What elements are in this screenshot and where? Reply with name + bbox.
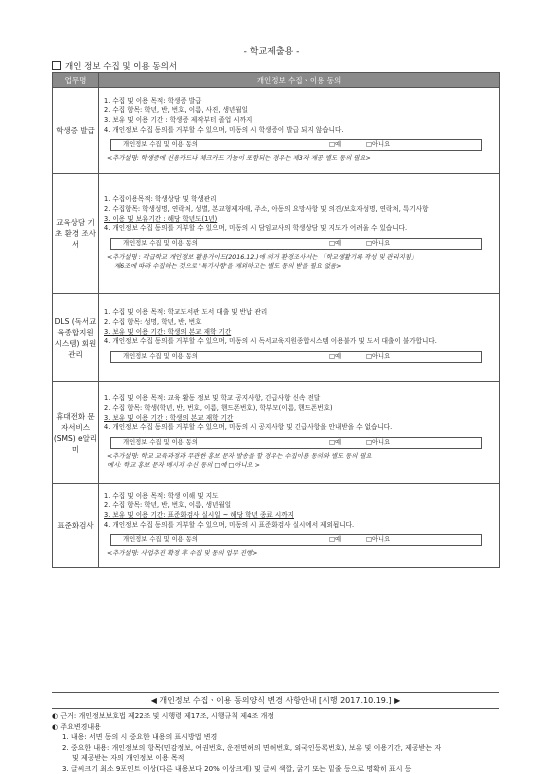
consent-box [110, 437, 482, 449]
footer-change-item: 2. 중요한 내용: 개인정보의 항목(민감정보, 여권번호, 운전면허의 면허번호, 외국인등록번호), 보유 및 이용기간, 제공받는 자 [52, 743, 499, 754]
footer-change-item: 1. 내용: 서면 동의 시 중요한 내용의 표시방법 변경 [52, 732, 499, 743]
list-item: 1. 수집 및 이용 목적: 교육 활동 정보 및 학교 공지사항, 긴급사항 신속 전달 [104, 394, 494, 404]
consent-yes-checkbox[interactable]: □예 [329, 239, 341, 249]
list-item: 1. 수집 및 이용 목적: 학생증 발급 [104, 97, 494, 107]
page-header: - 학교제출용 - [0, 44, 543, 57]
footer-basis: ◐ 근거: 개인정보보호법 제22조 및 시행령 제17조, 시행규칙 제4조 개정 [52, 711, 499, 722]
list-item: 1. 수집 및 이용 목적: 학생 이해 및 지도 [104, 492, 494, 502]
table-row [53, 382, 500, 484]
row-content [99, 382, 500, 484]
list-item: 1. 수집이용목적: 학생상담 및 학생관리 [104, 195, 494, 205]
list-item: 3. 보유 및 이용 기간 : 학생의 본교 재학 기간 [104, 414, 494, 424]
table-row [53, 484, 500, 568]
additional-note: <추가설명: 학교 교육과정과 무관한 홍보 문자 발송을 할 경우는 수집이용 동의와 별도 동의 필요 [104, 452, 494, 461]
row-category: 학생증 발급 [53, 88, 99, 174]
list-item: 4. 개인정보 수집 동의를 거부할 수 있으며, 미동의 시 학생증이 발급 되지 않습니다. [104, 126, 494, 136]
consent-box [110, 139, 482, 151]
consent-yes-checkbox[interactable]: □예 [329, 352, 341, 362]
table-row [53, 88, 500, 174]
list-item: 3. 보유 및 이용 기간: 학생의 본교 재학 기간 [104, 328, 494, 338]
row-content [99, 294, 500, 382]
change-notice-banner: ◀ 개인정보 수집ㆍ이용 동의양식 변경 사항안내 [시행 2017.10.19.] ▶ [52, 692, 499, 709]
consent-no-checkbox[interactable]: □아니요 [366, 438, 390, 448]
additional-note: <추가설명: 학생증에 신용카드나 체크카드 기능이 포함되는 경우는 제3자 제공 별도 동의 필요> [104, 154, 494, 163]
row-category: 교육상담 기초 환경 조사서 [53, 174, 99, 294]
additional-note: 예시: 학교 홍보 문자 메시지 수신 동의 □예 □아니오 > [104, 461, 494, 470]
list-item: 2. 수집 항목: 성명, 학년, 반, 번호 [104, 318, 494, 328]
consent-label: 개인정보 수집 및 이용 동의 [123, 239, 198, 249]
column-header-content: 개인정보 수집ㆍ이용 동의 [99, 73, 500, 88]
footer-changes-title: ◐ 주요변경내용 [52, 722, 499, 733]
list-item: 3. 보유 및 이용 기간: 표준화검사 실시일 ~ 해당 학년 종료 시까지 [104, 511, 494, 521]
section-title-text: 개인 정보 수집 및 이용 동의서 [65, 62, 177, 72]
row-content [99, 88, 500, 174]
list-item: 2. 수집 항목: 학년, 반, 번호, 이름, 생년월일 [104, 501, 494, 511]
consent-box [110, 351, 482, 363]
consent-no-checkbox[interactable]: □아니요 [366, 239, 390, 249]
table-row [53, 174, 500, 294]
list-item: 2. 수집항목: 학생성명, 연락처, 성별, 본교형제자매, 주소, 아동의 요망사항 및 의견/보호자성명, 연락처, 특기사항 [104, 205, 494, 215]
list-item: 4. 개인정보 수집 동의를 거부할 수 있으며, 미동의 시 공지사항 및 긴급사항을 안내받을 수 없습니다. [104, 423, 494, 433]
consent-no-checkbox[interactable]: □아니요 [366, 535, 390, 545]
additional-note: 제6조에 따라 수집하는 것으로 '특기사항'을 제외하고는 별도 동의 받을 필요 없음> [104, 262, 494, 271]
row-category: 표준화검사 [53, 484, 99, 568]
consent-yes-checkbox[interactable]: □예 [329, 140, 341, 150]
column-header-category: 업무명 [53, 73, 99, 88]
list-item: 4. 개인정보 수집 동의를 거부할 수 있으며, 미동의 시 독서교육지원종합시스템 이용불가 및 도서 대출이 불가합니다. [104, 337, 494, 347]
list-item: 3. 이용 및 보유기간 : 해당 학년도(1년) [104, 215, 494, 225]
list-item: 2. 수집 항목: 학생(학년, 반, 번호, 이름, 핸드폰번호), 학부모(이름, 핸드폰번호) [104, 404, 494, 414]
consent-box [110, 238, 482, 250]
consent-box [110, 534, 482, 546]
table-row [53, 294, 500, 382]
consent-label: 개인정보 수집 및 이용 동의 [123, 352, 198, 362]
list-item: 4. 개인정보 수집 동의를 거부할 수 있으며, 미동의 시 담임교사의 학생상담 및 지도가 어려울 수 있습니다. [104, 224, 494, 234]
consent-table [52, 72, 500, 568]
additional-note: <추가설명: 사업추진 확정 후 수집 및 동의 업무 진행> [104, 549, 494, 558]
footer-notes [52, 711, 499, 774]
additional-note: <추가설명 : 각급학교 개인정보 활용가이드(2016.12.)에 의거 환경조사서는 「학교생활기록 작성 및 관리지침」 [104, 253, 494, 262]
list-item: 3. 보유 및 이용 기간 : 학생증 제작부터 졸업 시까지 [104, 116, 494, 126]
list-item: 4. 개인정보 수집 동의를 거부할 수 있으며, 미동의 시 표준화검사 실시에서 제외됩니다. [104, 521, 494, 531]
footer-change-item: 3. 글씨크기 최소 9포인트 이상(다른 내용보다 20% 이상크게) 및 글씨 색깔, 굵기 또는 밑줄 등으로 명확히 표시 등 [52, 764, 499, 774]
consent-label: 개인정보 수집 및 이용 동의 [123, 140, 198, 150]
consent-yes-checkbox[interactable]: □예 [329, 438, 341, 448]
consent-no-checkbox[interactable]: □아니요 [366, 352, 390, 362]
consent-yes-checkbox[interactable]: □예 [329, 535, 341, 545]
checkbox-square-icon [52, 61, 61, 70]
section-title [52, 60, 177, 72]
consent-no-checkbox[interactable]: □아니요 [366, 140, 390, 150]
row-content [99, 174, 500, 294]
row-content [99, 484, 500, 568]
consent-label: 개인정보 수집 및 이용 동의 [123, 438, 198, 448]
list-item: 1. 수집 및 이용 목적: 학교도서관 도서 대출 및 반납 관리 [104, 308, 494, 318]
row-category: DLS (독서교육종합지원 시스템) 회원 관리 [53, 294, 99, 382]
footer-change-item: 및 제공받는 자의 개인정보 이용 목적 [52, 753, 499, 764]
list-item: 2. 수집 항목: 학년, 반, 번호, 이름, 사진, 생년월일 [104, 106, 494, 116]
consent-label: 개인정보 수집 및 이용 동의 [123, 535, 198, 545]
row-category: 휴대전화 문자서비스 (SMS) e알리미 [53, 382, 99, 484]
